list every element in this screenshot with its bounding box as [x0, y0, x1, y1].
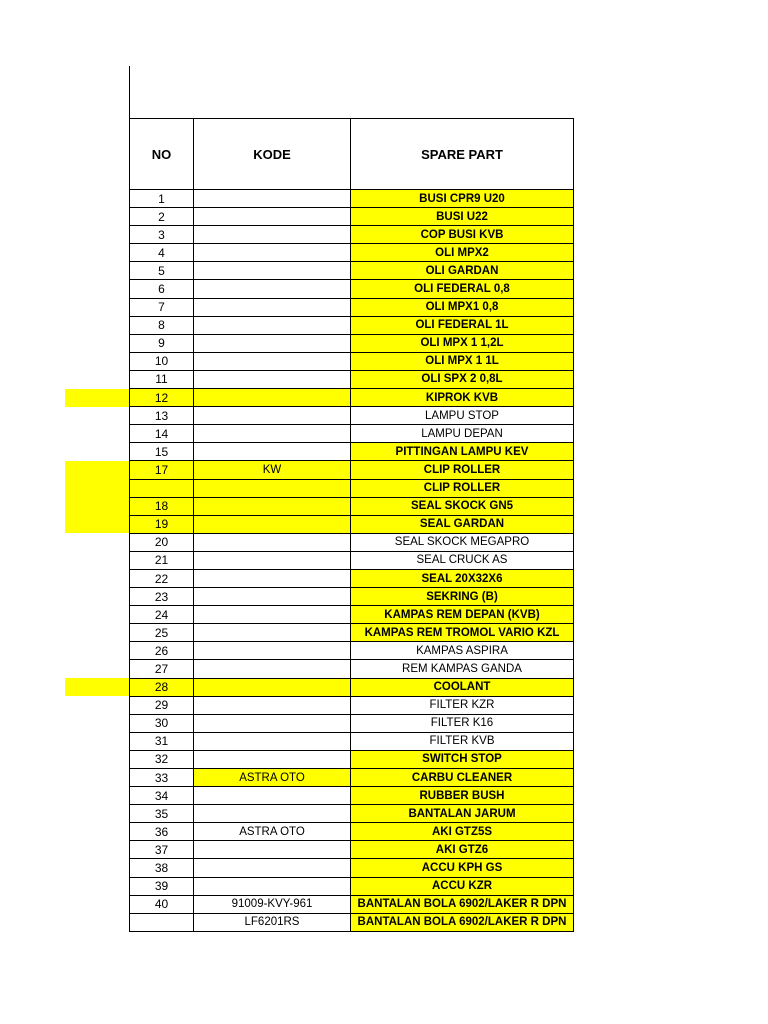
- table-row: [130, 551, 574, 569]
- cell-spare-part[interactable]: BUSI U22: [351, 208, 574, 226]
- table-row: [130, 298, 574, 316]
- cell-kode[interactable]: [194, 226, 351, 244]
- cell-kode[interactable]: [194, 352, 351, 370]
- table-row: [130, 642, 574, 660]
- row-highlight-mark: [65, 389, 129, 407]
- cell-spare-part[interactable]: BANTALAN BOLA 6902/LAKER R DPN: [351, 913, 574, 931]
- cell-no[interactable]: 22: [130, 569, 194, 587]
- cell-kode[interactable]: [194, 443, 351, 461]
- row-highlight-mark: [65, 678, 129, 696]
- cell-spare-part[interactable]: LAMPU STOP: [351, 407, 574, 425]
- table-row: [130, 316, 574, 334]
- cell-spare-part[interactable]: SEAL SKOCK GN5: [351, 497, 574, 515]
- cell-no[interactable]: 10: [130, 352, 194, 370]
- cell-spare-part[interactable]: OLI FEDERAL 0,8: [351, 280, 574, 298]
- cell-spare-part[interactable]: KAMPAS REM DEPAN (KVB): [351, 606, 574, 624]
- table-row: [130, 895, 574, 913]
- table-row: [130, 696, 574, 714]
- table-row: [130, 262, 574, 280]
- table-row: [130, 660, 574, 678]
- cell-no[interactable]: 5: [130, 262, 194, 280]
- cell-kode[interactable]: [194, 298, 351, 316]
- cell-spare-part[interactable]: BUSI CPR9 U20: [351, 190, 574, 208]
- cell-spare-part[interactable]: FILTER K16: [351, 714, 574, 732]
- table-row: [130, 226, 574, 244]
- cell-no[interactable]: 19: [130, 515, 194, 533]
- cell-spare-part[interactable]: OLI MPX 1 1L: [351, 352, 574, 370]
- cell-spare-part[interactable]: REM KAMPAS GANDA: [351, 660, 574, 678]
- table-row: [130, 515, 574, 533]
- cell-no[interactable]: 20: [130, 533, 194, 551]
- cell-kode[interactable]: [194, 533, 351, 551]
- cell-no[interactable]: 23: [130, 588, 194, 606]
- table-row: [130, 877, 574, 895]
- cell-no[interactable]: 17: [130, 461, 194, 479]
- table-row: [130, 624, 574, 642]
- cell-no[interactable]: 2: [130, 208, 194, 226]
- cell-spare-part[interactable]: OLI GARDAN: [351, 262, 574, 280]
- cell-kode[interactable]: [194, 877, 351, 895]
- row-highlight-mark: [65, 497, 129, 515]
- table-row: [130, 533, 574, 551]
- cell-kode[interactable]: [194, 551, 351, 569]
- cell-spare-part[interactable]: CLIP ROLLER: [351, 461, 574, 479]
- row-highlight-mark: [65, 515, 129, 533]
- cell-kode[interactable]: [194, 208, 351, 226]
- table-row: [130, 732, 574, 750]
- cell-kode[interactable]: [194, 497, 351, 515]
- cell-spare-part[interactable]: OLI SPX 2 0,8L: [351, 370, 574, 388]
- table-row: [130, 479, 574, 497]
- cell-no[interactable]: 4: [130, 244, 194, 262]
- cell-no[interactable]: 8: [130, 316, 194, 334]
- cell-no[interactable]: 40: [130, 895, 194, 913]
- cell-spare-part[interactable]: ACCU KPH GS: [351, 859, 574, 877]
- cell-kode[interactable]: [194, 859, 351, 877]
- header-row: [130, 119, 574, 190]
- cell-kode[interactable]: [194, 606, 351, 624]
- cell-no[interactable]: 6: [130, 280, 194, 298]
- cell-spare-part[interactable]: SEAL 20X32X6: [351, 569, 574, 587]
- cell-spare-part[interactable]: COOLANT: [351, 678, 574, 696]
- cell-spare-part[interactable]: COP BUSI KVB: [351, 226, 574, 244]
- cell-no[interactable]: 7: [130, 298, 194, 316]
- cell-spare-part[interactable]: SEAL SKOCK MEGAPRO: [351, 533, 574, 551]
- table-row: [130, 805, 574, 823]
- table-row: [130, 208, 574, 226]
- cell-spare-part[interactable]: CARBU CLEANER: [351, 769, 574, 787]
- cell-kode[interactable]: [194, 841, 351, 859]
- cell-kode[interactable]: 91009-KVY-961: [194, 895, 351, 913]
- table-row: [130, 280, 574, 298]
- table-row: [130, 678, 574, 696]
- cell-kode[interactable]: [194, 805, 351, 823]
- cell-spare-part[interactable]: SEKRING (B): [351, 588, 574, 606]
- cell-no[interactable]: 31: [130, 732, 194, 750]
- cell-kode[interactable]: [194, 642, 351, 660]
- cell-spare-part[interactable]: SEAL GARDAN: [351, 515, 574, 533]
- cell-no[interactable]: 13: [130, 407, 194, 425]
- cell-kode[interactable]: [194, 624, 351, 642]
- row-highlight-mark: [65, 479, 129, 497]
- cell-no[interactable]: 26: [130, 642, 194, 660]
- cell-kode[interactable]: [194, 569, 351, 587]
- cell-kode[interactable]: [194, 678, 351, 696]
- table-row: [130, 407, 574, 425]
- cell-no[interactable]: 32: [130, 750, 194, 768]
- cell-spare-part[interactable]: FILTER KZR: [351, 696, 574, 714]
- cell-kode[interactable]: [194, 244, 351, 262]
- table-row: [130, 443, 574, 461]
- cell-spare-part[interactable]: SWITCH STOP: [351, 750, 574, 768]
- cell-kode[interactable]: [194, 334, 351, 352]
- cell-no[interactable]: 34: [130, 787, 194, 805]
- cell-spare-part[interactable]: AKI GTZ6: [351, 841, 574, 859]
- cell-spare-part[interactable]: RUBBER BUSH: [351, 787, 574, 805]
- cell-kode[interactable]: [194, 750, 351, 768]
- table-row: [130, 588, 574, 606]
- cell-spare-part[interactable]: KAMPAS REM TROMOL VARIO KZL: [351, 624, 574, 642]
- cell-kode[interactable]: [194, 262, 351, 280]
- table-row: [130, 370, 574, 388]
- cell-no[interactable]: [130, 913, 194, 931]
- cell-spare-part[interactable]: SEAL CRUCK AS: [351, 551, 574, 569]
- cell-kode[interactable]: [194, 407, 351, 425]
- row-highlight-mark: [65, 461, 129, 479]
- cell-kode[interactable]: [194, 190, 351, 208]
- cell-no[interactable]: 9: [130, 334, 194, 352]
- table-row: [130, 190, 574, 208]
- cell-no[interactable]: [130, 479, 194, 497]
- table-body: [130, 190, 574, 932]
- table-row: [130, 714, 574, 732]
- cell-kode[interactable]: [194, 714, 351, 732]
- cell-no[interactable]: 12: [130, 389, 194, 407]
- header-no[interactable]: NO: [130, 119, 194, 190]
- cell-kode[interactable]: KW: [194, 461, 351, 479]
- table-row: [130, 461, 574, 479]
- cell-no[interactable]: 18: [130, 497, 194, 515]
- table-row: [130, 859, 574, 877]
- cell-kode[interactable]: [194, 425, 351, 443]
- cell-spare-part[interactable]: AKI GTZ5S: [351, 823, 574, 841]
- header-kode[interactable]: KODE: [194, 119, 351, 190]
- cell-kode[interactable]: [194, 515, 351, 533]
- cell-no[interactable]: 39: [130, 877, 194, 895]
- cell-no[interactable]: 27: [130, 660, 194, 678]
- cell-kode[interactable]: [194, 732, 351, 750]
- cell-no[interactable]: 3: [130, 226, 194, 244]
- cell-spare-part[interactable]: ACCU KZR: [351, 877, 574, 895]
- cell-no[interactable]: 33: [130, 769, 194, 787]
- cell-kode[interactable]: [194, 389, 351, 407]
- sheet-left-border: [129, 66, 130, 122]
- cell-kode[interactable]: [194, 696, 351, 714]
- cell-no[interactable]: 15: [130, 443, 194, 461]
- table-row: [130, 425, 574, 443]
- cell-no[interactable]: 29: [130, 696, 194, 714]
- table-row: [130, 497, 574, 515]
- cell-no[interactable]: 11: [130, 370, 194, 388]
- cell-spare-part[interactable]: KIPROK KVB: [351, 389, 574, 407]
- table-row: [130, 823, 574, 841]
- cell-kode[interactable]: [194, 660, 351, 678]
- cell-kode[interactable]: [194, 316, 351, 334]
- header-spare-part[interactable]: SPARE PART: [351, 119, 574, 190]
- table-row: [130, 334, 574, 352]
- cell-no[interactable]: 30: [130, 714, 194, 732]
- table-row: [130, 606, 574, 624]
- cell-spare-part[interactable]: BANTALAN BOLA 6902/LAKER R DPN: [351, 895, 574, 913]
- cell-spare-part[interactable]: PITTINGAN LAMPU KEV: [351, 443, 574, 461]
- cell-spare-part[interactable]: OLI MPX2: [351, 244, 574, 262]
- cell-spare-part[interactable]: OLI FEDERAL 1L: [351, 316, 574, 334]
- cell-kode[interactable]: ASTRA OTO: [194, 769, 351, 787]
- cell-spare-part[interactable]: CLIP ROLLER: [351, 479, 574, 497]
- cell-kode[interactable]: ASTRA OTO: [194, 823, 351, 841]
- cell-spare-part[interactable]: OLI MPX1 0,8: [351, 298, 574, 316]
- cell-no[interactable]: 36: [130, 823, 194, 841]
- table-row: [130, 787, 574, 805]
- cell-spare-part[interactable]: LAMPU DEPAN: [351, 425, 574, 443]
- table-row: [130, 244, 574, 262]
- cell-no[interactable]: 24: [130, 606, 194, 624]
- table-row: [130, 841, 574, 859]
- cell-no[interactable]: 14: [130, 425, 194, 443]
- cell-no[interactable]: 1: [130, 190, 194, 208]
- table-row: [130, 913, 574, 931]
- cell-kode[interactable]: [194, 787, 351, 805]
- cell-spare-part[interactable]: FILTER KVB: [351, 732, 574, 750]
- cell-no[interactable]: 28: [130, 678, 194, 696]
- table-row: [130, 569, 574, 587]
- cell-kode[interactable]: [194, 280, 351, 298]
- cell-spare-part[interactable]: KAMPAS ASPIRA: [351, 642, 574, 660]
- cell-no[interactable]: 37: [130, 841, 194, 859]
- cell-no[interactable]: 38: [130, 859, 194, 877]
- cell-spare-part[interactable]: BANTALAN JARUM: [351, 805, 574, 823]
- cell-kode[interactable]: [194, 479, 351, 497]
- table-row: [130, 352, 574, 370]
- table-row: [130, 750, 574, 768]
- cell-kode[interactable]: [194, 588, 351, 606]
- table-row: [130, 389, 574, 407]
- cell-kode[interactable]: [194, 370, 351, 388]
- cell-no[interactable]: 25: [130, 624, 194, 642]
- table-row: [130, 769, 574, 787]
- spare-part-table: [129, 118, 574, 932]
- cell-spare-part[interactable]: OLI MPX 1 1,2L: [351, 334, 574, 352]
- cell-no[interactable]: 21: [130, 551, 194, 569]
- cell-no[interactable]: 35: [130, 805, 194, 823]
- cell-kode[interactable]: LF6201RS: [194, 913, 351, 931]
